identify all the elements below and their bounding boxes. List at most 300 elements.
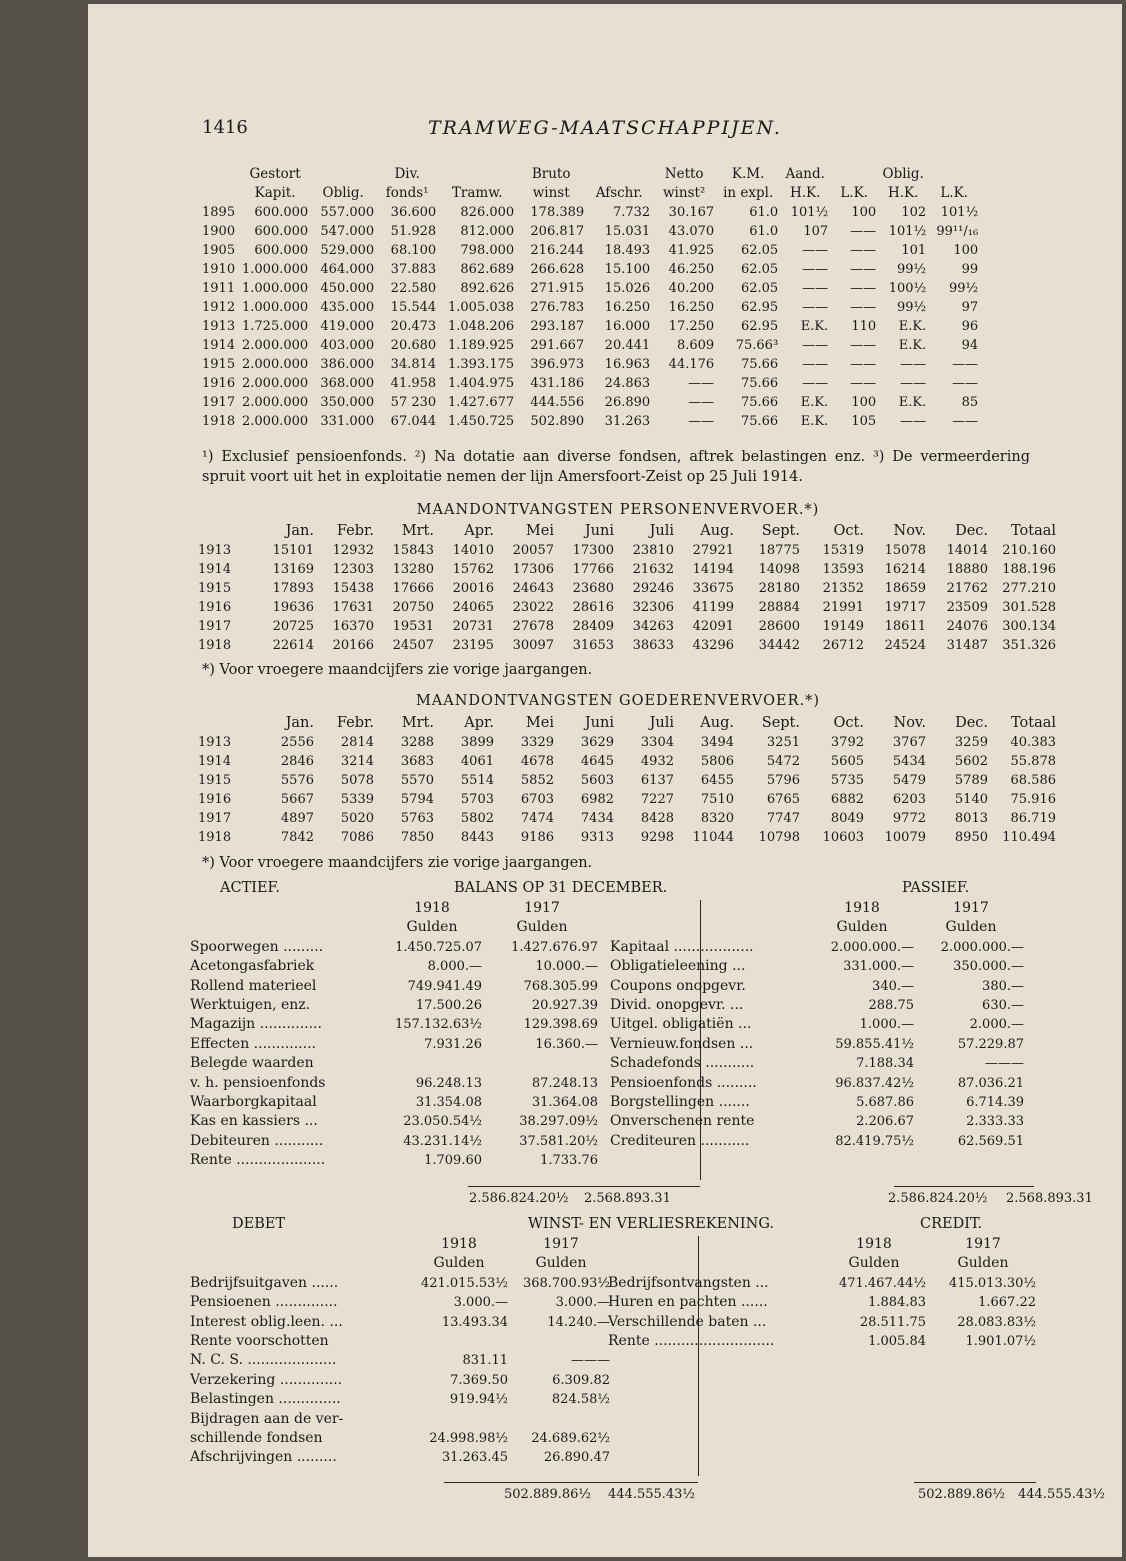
account-row <box>606 1332 1038 1351</box>
cell-value: 2.000.000 <box>242 357 309 372</box>
cell-value: 18775 <box>758 543 800 558</box>
cell-value: 1.005.038 <box>448 300 515 315</box>
cell-value: 20750 <box>392 600 434 615</box>
cell-value: 16370 <box>332 619 374 634</box>
table-row <box>196 617 1058 636</box>
cell-value: 19717 <box>884 600 926 615</box>
account-value: 31.364.08 <box>531 1095 598 1111</box>
cell-value: 24643 <box>512 581 554 596</box>
cell-value: 20725 <box>272 619 314 634</box>
table-row <box>200 279 980 298</box>
account-label: schillende fondsen <box>190 1430 323 1447</box>
account-label: Interest oblig.leen. ... <box>190 1313 343 1330</box>
cell-value: 22.580 <box>390 281 437 296</box>
table-row <box>200 222 980 241</box>
cell-value: 21762 <box>946 581 988 596</box>
cell-value: 1.404.975 <box>448 376 515 391</box>
cell-value: 20.680 <box>390 338 437 353</box>
account-label: Pensioenen .............. <box>190 1294 338 1311</box>
cell-value: 1.427.677 <box>448 395 515 410</box>
account-row <box>188 1390 612 1409</box>
cell-value: E.K. <box>898 395 927 410</box>
balans-title: BALANS OP 31 DECEMBER. <box>454 880 668 896</box>
column-header: Netto <box>664 166 704 182</box>
column-header: Aug. <box>700 523 734 539</box>
cell-value: 1.000.000 <box>242 300 309 315</box>
account-row <box>188 1151 600 1170</box>
column-header: Febr. <box>336 715 374 731</box>
cell-value: 7086 <box>340 830 374 845</box>
actief-title: ACTIEF. <box>220 880 280 896</box>
cell-value: 9298 <box>640 830 674 845</box>
cell-value: 3288 <box>400 735 434 750</box>
cell-value: 6137 <box>640 773 674 788</box>
account-label: Afschrijvingen ......... <box>190 1449 337 1466</box>
column-header: Aand. <box>785 166 825 182</box>
cell-value: 68.586 <box>1010 773 1056 788</box>
cell-value: E.K. <box>800 319 829 334</box>
table-row <box>196 771 1058 790</box>
cell-value: 15101 <box>272 543 314 558</box>
cell-value: 9186 <box>520 830 554 845</box>
cell-value: 23022 <box>512 600 554 615</box>
total-rule <box>894 1186 1034 1187</box>
cell-value: 18659 <box>884 581 926 596</box>
cell-value: 15.031 <box>604 224 651 239</box>
year-1918: 1918 <box>844 900 880 916</box>
column-header: Bruto <box>531 166 571 182</box>
cell-value: 20057 <box>512 543 554 558</box>
account-row <box>188 1074 600 1093</box>
cell-value: 34.814 <box>390 357 437 372</box>
cell-value: 2.000.000 <box>242 395 309 410</box>
cell-value: 15078 <box>884 543 926 558</box>
column-header: winst² <box>663 185 706 201</box>
cell-value: —— <box>850 300 877 315</box>
unit-label: Gulden <box>516 919 568 936</box>
cell-value: 28409 <box>572 619 614 634</box>
cell-value: 8.609 <box>676 338 715 353</box>
scanned-page <box>88 4 1122 1557</box>
cell-value: —— <box>850 357 877 372</box>
cell-value: 23810 <box>632 543 674 558</box>
financial-overview-table <box>200 165 980 431</box>
cell-value: 5667 <box>280 792 314 807</box>
cell-value: 14098 <box>758 562 800 577</box>
column-header: Febr. <box>336 523 374 539</box>
column-header: L.K. <box>940 185 968 201</box>
column-header: Nov. <box>893 523 926 539</box>
row-label: 1918 <box>198 830 232 845</box>
actief-table <box>188 899 600 1171</box>
cell-value: 32306 <box>632 600 674 615</box>
cell-value: 798.000 <box>460 243 515 258</box>
cell-value: —— <box>952 376 979 391</box>
cell-value: —— <box>850 338 877 353</box>
cell-value: 16.250 <box>604 300 651 315</box>
cell-value: 5802 <box>460 811 494 826</box>
cell-value: 101 <box>901 243 927 258</box>
column-header: Kapit. <box>254 185 296 201</box>
column-header: Sept. <box>761 523 800 539</box>
cell-value: 6455 <box>700 773 734 788</box>
cell-value: 68.100 <box>390 243 437 258</box>
cell-value: 44.176 <box>668 357 715 372</box>
cell-value: 547.000 <box>320 224 375 239</box>
row-label: 1917 <box>202 395 236 410</box>
cell-value: 17300 <box>572 543 614 558</box>
footnote-personen: *) Voor vroegere maandcijfers zie vorige jaargangen. <box>202 662 593 678</box>
account-value: 2.000.000.— <box>830 939 914 955</box>
account-row <box>608 1112 1026 1131</box>
cell-value: E.K. <box>898 338 927 353</box>
row-label: 1913 <box>202 319 236 334</box>
account-value: 7.188.34 <box>856 1056 914 1072</box>
cell-value: 97 <box>961 300 979 315</box>
cell-value: 5852 <box>520 773 554 788</box>
account-value: 82.419.75½ <box>835 1133 914 1149</box>
cell-value: 40.200 <box>668 281 715 296</box>
total-rule <box>914 1482 1036 1483</box>
account-value: 37.581.20½ <box>519 1133 598 1149</box>
column-header: Jan. <box>285 715 314 731</box>
account-value: 8.000.— <box>427 959 482 975</box>
cell-value: 75.66 <box>740 414 779 429</box>
cell-value: 107 <box>803 224 829 239</box>
account-label: v. h. pensioenfonds <box>190 1074 326 1091</box>
column-header <box>196 714 240 733</box>
cell-value: 2.000.000 <box>242 414 309 429</box>
cell-value: 17.250 <box>668 319 715 334</box>
cell-value: 1.450.725 <box>448 414 515 429</box>
cell-value: —— <box>952 357 979 372</box>
account-value: 768.305.99 <box>523 978 598 994</box>
cell-value: 15.026 <box>604 281 651 296</box>
cell-value: —— <box>688 376 715 391</box>
account-value: 1.000.— <box>859 1017 914 1033</box>
cell-value: 110.494 <box>1002 830 1056 845</box>
account-row <box>188 1429 612 1448</box>
table-row <box>200 298 980 317</box>
cell-value: 5479 <box>892 773 926 788</box>
account-value: 1.667.22 <box>978 1295 1036 1311</box>
cell-value: 3899 <box>460 735 494 750</box>
cell-value: 5794 <box>400 792 434 807</box>
account-value: 16.360.— <box>535 1036 598 1052</box>
cell-value: 15.544 <box>390 300 437 315</box>
cell-value: 20166 <box>332 638 374 653</box>
account-value: 17.500.26 <box>415 998 482 1014</box>
cell-value: 43.070 <box>668 224 715 239</box>
cell-value: 62.95 <box>740 300 779 315</box>
account-value: 1.005.84 <box>868 1334 926 1350</box>
row-label: 1913 <box>198 543 232 558</box>
page-header <box>188 117 948 147</box>
column-header: L.K. <box>840 185 868 201</box>
cell-value: 5789 <box>954 773 988 788</box>
column-header: H.K. <box>789 185 821 201</box>
cell-value: 28616 <box>572 600 614 615</box>
cell-value: 5703 <box>460 792 494 807</box>
cell-value: 8013 <box>954 811 988 826</box>
cell-value: 101½ <box>790 205 829 220</box>
row-label: 1900 <box>202 224 236 239</box>
account-row <box>188 938 600 957</box>
account-value: 24.998.98½ <box>429 1431 508 1447</box>
table-row <box>196 636 1058 655</box>
cell-value: 301.528 <box>1002 600 1056 615</box>
unit-label: Gulden <box>433 1255 485 1272</box>
credit-table <box>606 1235 1038 1351</box>
table-row <box>200 374 980 393</box>
cell-value: 464.000 <box>320 262 375 277</box>
account-value <box>408 1410 510 1429</box>
account-row <box>188 1093 600 1112</box>
account-value: ——— <box>571 1353 610 1369</box>
footnote-goederen: *) Voor vroegere maandcijfers zie vorige jaargangen. <box>202 855 593 871</box>
account-label: Belastingen .............. <box>190 1391 341 1408</box>
cell-value: 435.000 <box>320 300 375 315</box>
cell-value: 75.66 <box>740 376 779 391</box>
account-label: Verzekering .............. <box>190 1371 343 1388</box>
cell-value: 396.973 <box>530 357 585 372</box>
year-1918: 1918 <box>856 1236 892 1252</box>
credit-total-1917: 444.555.43½ <box>1018 1487 1106 1502</box>
cell-value: 13169 <box>272 562 314 577</box>
cell-value: 3792 <box>830 735 864 750</box>
page-number: 1416 <box>202 117 248 138</box>
account-value: 340.— <box>872 978 914 994</box>
account-value: 919.94½ <box>449 1392 508 1408</box>
cell-value: 4061 <box>460 754 494 769</box>
table-row <box>196 809 1058 828</box>
row-label: 1916 <box>198 600 232 615</box>
cell-value: —— <box>900 414 927 429</box>
account-value: ——— <box>985 1056 1024 1072</box>
cell-value: 600.000 <box>254 205 309 220</box>
account-value: 10.000.— <box>535 959 598 975</box>
account-value: 14.240.— <box>547 1314 610 1330</box>
account-label: Divid. onopgevr. ... <box>610 997 744 1014</box>
column-header <box>196 522 240 541</box>
cell-value: 5735 <box>830 773 864 788</box>
account-value: 6.714.39 <box>966 1095 1024 1111</box>
cell-value: 26.890 <box>604 395 651 410</box>
cell-value: 1.048.206 <box>448 319 515 334</box>
account-value: 1.427.676.97 <box>511 939 598 955</box>
cell-value: —— <box>802 376 829 391</box>
cell-value: 5605 <box>830 754 864 769</box>
account-row <box>188 1015 600 1034</box>
cell-value: 17666 <box>392 581 434 596</box>
column-header <box>586 165 652 184</box>
account-value: 13.493.34 <box>441 1314 508 1330</box>
cell-value: 46.250 <box>668 262 715 277</box>
account-value: 749.941.49 <box>407 978 482 994</box>
cell-value: —— <box>850 376 877 391</box>
cell-value: 19531 <box>392 619 434 634</box>
cell-value: 1.189.925 <box>448 338 515 353</box>
cell-value: 51.928 <box>390 224 437 239</box>
cell-value: 16.000 <box>604 319 651 334</box>
cell-value: 38633 <box>632 638 674 653</box>
cell-value: 5602 <box>954 754 988 769</box>
account-value: 96.837.42½ <box>835 1075 914 1091</box>
account-label: Acetongasfabriek <box>190 958 315 975</box>
debet-title: DEBET <box>232 1216 286 1232</box>
column-header <box>310 165 376 184</box>
cell-value: 62.05 <box>740 262 779 277</box>
footnote-table1: ¹) Exclusief pensioenfonds. ²) Na dotatie aan diverse fondsen, aftrek belastingen enz. ³) De vermeerdering spruit voort uit het in exploitatie nemen der lijn Amersfoort-Zeist op 25 Juli 1914. <box>202 449 1030 485</box>
cell-value: 19149 <box>822 619 864 634</box>
year-1917: 1917 <box>953 900 989 916</box>
column-header: Mrt. <box>401 523 434 539</box>
cell-value: —— <box>850 262 877 277</box>
column-header: Dec. <box>955 715 988 731</box>
column-header: in expl. <box>723 185 774 201</box>
account-row <box>608 977 1026 996</box>
account-value: 87.248.13 <box>531 1075 598 1091</box>
goederenvervoer-title: MAANDONTVANGSTEN GOEDERENVERVOER.*) <box>415 693 821 709</box>
account-value: 129.398.69 <box>523 1017 598 1033</box>
cell-value: E.K. <box>800 414 829 429</box>
cell-value: 41.958 <box>390 376 437 391</box>
cell-value: 61.0 <box>749 224 779 239</box>
cell-value: 3329 <box>520 735 554 750</box>
account-value: 28.083.83½ <box>957 1314 1036 1330</box>
cell-value: 1.000.000 <box>242 281 309 296</box>
cell-value: 86.719 <box>1010 811 1056 826</box>
passief-total-1918: 2.586.824.20½ <box>888 1191 988 1206</box>
cell-value: 892.626 <box>460 281 515 296</box>
cell-value: 17893 <box>272 581 314 596</box>
cell-value: 14194 <box>692 562 734 577</box>
account-value: 24.689.62½ <box>531 1431 610 1447</box>
account-value: 20.927.39 <box>531 998 598 1014</box>
cell-value: 9313 <box>580 830 614 845</box>
account-row <box>608 1035 1026 1054</box>
account-label: Vernieuw.fondsen ... <box>610 1035 754 1052</box>
cell-value: 61.0 <box>749 205 779 220</box>
account-value: 2.000.— <box>969 1017 1024 1033</box>
column-header: Afschr. <box>595 185 643 201</box>
cell-value: 3629 <box>580 735 614 750</box>
cell-value: 368.000 <box>320 376 375 391</box>
cell-value: E.K. <box>898 319 927 334</box>
cell-value: 27921 <box>692 543 734 558</box>
cell-value: 17306 <box>512 562 554 577</box>
cell-value: —— <box>850 281 877 296</box>
cell-value: 4932 <box>640 754 674 769</box>
column-header: Juni <box>584 715 614 731</box>
cell-value: 3259 <box>954 735 988 750</box>
account-label: Effecten .............. <box>190 1035 316 1052</box>
column-header: Mrt. <box>401 715 434 731</box>
cell-value: 26712 <box>822 638 864 653</box>
cell-value: —— <box>802 338 829 353</box>
cell-value: 300.134 <box>1002 619 1056 634</box>
personenvervoer-table <box>196 522 1058 655</box>
cell-value: 7747 <box>766 811 800 826</box>
cell-value: —— <box>900 357 927 372</box>
column-header: Nov. <box>893 715 926 731</box>
winst-title: WINST- EN VERLIESREKENING. <box>528 1216 774 1232</box>
cell-value: 27678 <box>512 619 554 634</box>
cell-value: 5796 <box>766 773 800 788</box>
cell-value: 36.600 <box>390 205 437 220</box>
account-value: 28.511.75 <box>859 1314 926 1330</box>
account-value: 3.000.— <box>453 1295 508 1311</box>
account-value: 62.569.51 <box>957 1133 1024 1149</box>
account-value: 1.901.07½ <box>965 1334 1036 1350</box>
column-header: Juni <box>584 523 614 539</box>
cell-value: 8443 <box>460 830 494 845</box>
column-header: Oblig. <box>322 185 364 201</box>
account-value: 7.369.50 <box>450 1372 508 1388</box>
cell-value: —— <box>850 243 877 258</box>
account-row <box>188 957 600 976</box>
cell-value: 266.628 <box>530 262 585 277</box>
column-header <box>200 165 240 184</box>
cell-value: 8049 <box>830 811 864 826</box>
cell-value: 7227 <box>640 792 674 807</box>
cell-value: 6982 <box>580 792 614 807</box>
account-row <box>188 1132 600 1151</box>
cell-value: —— <box>900 376 927 391</box>
row-label: 1917 <box>198 811 232 826</box>
cell-value: 502.890 <box>530 414 585 429</box>
cell-value: 11044 <box>692 830 734 845</box>
cell-value: 14010 <box>452 543 494 558</box>
row-label: 1895 <box>202 205 236 220</box>
cell-value: 2.000.000 <box>242 338 309 353</box>
column-header: H.K. <box>887 185 919 201</box>
unit-label: Gulden <box>406 919 458 936</box>
account-row <box>188 1410 612 1429</box>
cell-value: 15319 <box>822 543 864 558</box>
cell-value: 277.210 <box>1002 581 1056 596</box>
debet-table <box>188 1235 612 1468</box>
cell-value: 22614 <box>272 638 314 653</box>
account-value: 331.000.— <box>843 959 914 975</box>
cell-value: 3304 <box>640 735 674 750</box>
cell-value: 100 <box>953 243 979 258</box>
cell-value: 43296 <box>692 638 734 653</box>
account-row <box>608 1132 1026 1151</box>
cell-value: 826.000 <box>460 205 515 220</box>
row-label: 1915 <box>198 581 232 596</box>
cell-value: 5576 <box>280 773 314 788</box>
cell-value: 21991 <box>822 600 864 615</box>
account-label: Belegde waarden <box>190 1055 314 1072</box>
cell-value: 62.95 <box>740 319 779 334</box>
cell-value: 3683 <box>400 754 434 769</box>
cell-value: 188.196 <box>1002 562 1056 577</box>
account-row <box>188 1332 612 1351</box>
account-value: 43.231.14½ <box>403 1133 482 1149</box>
cell-value: 431.186 <box>530 376 585 391</box>
column-header: Totaal <box>1010 715 1056 731</box>
cell-value: 6765 <box>766 792 800 807</box>
cell-value: —— <box>850 224 877 239</box>
cell-value: 3767 <box>892 735 926 750</box>
account-label: Kas en kassiers ... <box>190 1113 318 1130</box>
account-value: 31.354.08 <box>415 1095 482 1111</box>
unit-label: Gulden <box>945 919 997 936</box>
credit-title: CREDIT. <box>920 1216 983 1232</box>
cell-value: 7434 <box>580 811 614 826</box>
account-value <box>510 1410 612 1429</box>
